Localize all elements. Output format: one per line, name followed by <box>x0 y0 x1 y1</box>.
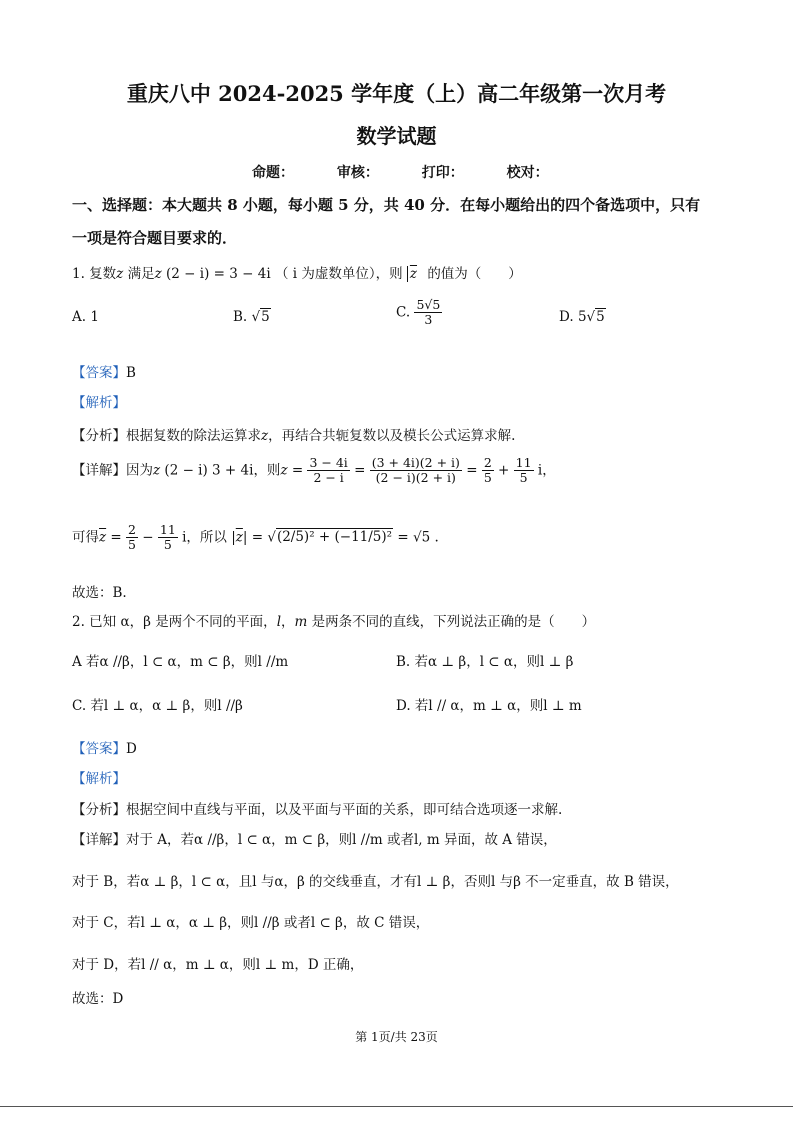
answer-tag: 【答案】 <box>72 741 126 757</box>
detail-text: i， <box>537 462 556 479</box>
q1-option-b-value: 5 <box>261 309 270 325</box>
detail-text: ，则 <box>253 462 281 479</box>
fraction-denominator: 5 <box>483 470 492 486</box>
staff-item: 审核： <box>336 165 379 181</box>
q1-option-d-coef: 5 <box>577 309 587 325</box>
detail-text: 对于 A，若α //β，l ⊂ α，m ⊂ β，则l //m 或者l, m 异面，故 A 错误， <box>126 832 557 848</box>
fraction-numerator: 11 <box>515 455 532 470</box>
q1-stem-text: 1. 复数 <box>72 266 117 282</box>
q2-stem-text: 2. 已知 <box>72 614 117 630</box>
q1-detail: 【详解】因为z (2 − i) 3 + 4i，则z = $\frac{3 - 4i}{2 - i}$ = $\frac{(3 + 4i)(2 + i)}{(2 - i)(2 + i)}$ = $\frac{2}{5}$ + $\frac{11}{5}$ i， <box>72 455 556 486</box>
fraction <box>158 523 178 553</box>
fraction <box>482 456 494 486</box>
kede-text: 可得 <box>72 529 99 546</box>
q1-option-c <box>396 298 442 328</box>
detail-tag: 【详解】 <box>72 832 126 848</box>
staff-line <box>252 162 587 182</box>
fenxi-tag: 【分析】 <box>72 802 126 818</box>
q1-option-c-fraction <box>414 298 442 328</box>
page-subtitle: 数学试题 <box>356 124 437 148</box>
q2-detail <box>72 828 557 848</box>
answer-value: D <box>126 741 137 757</box>
q2-option-b: B. 若α ⊥ β，l ⊂ α，则l ⊥ β <box>396 654 574 670</box>
fenxi-tag: 【分析】 <box>72 428 126 444</box>
q1-stem-text: 的值为（ ） <box>427 266 522 282</box>
section-heading-line2: 一项是符合题目要求的． <box>72 229 238 247</box>
q2-choice: 故选：D <box>72 991 124 1007</box>
staff-item: 校对： <box>506 165 549 181</box>
q2-stem-text: 是两个不同的平面， <box>155 614 277 630</box>
q1-option-d: D. 5√5 <box>559 309 605 325</box>
detail-text: 因为 <box>126 462 153 479</box>
fenxi-text: ，再结合共轭复数以及模长公式运算求解. <box>268 428 516 444</box>
q1-option-d-value: 5 <box>596 309 605 325</box>
q2-option-c: C. 若l ⊥ α，α ⊥ β，则l //β <box>72 698 243 714</box>
answer-tag: 【答案】 <box>72 365 126 381</box>
page-title: 重庆八中 2024-2025 学年度（上）高二年级第一次月考 <box>126 81 667 106</box>
fraction-denominator: 3 <box>424 312 433 328</box>
q1-stem-text: 满足 <box>127 266 155 282</box>
fraction-numerator: 2 <box>128 522 136 537</box>
fraction-denominator: 5 <box>163 537 172 553</box>
fraction-denominator: 5 <box>128 537 136 553</box>
section-heading-line1: 一、选择题：本大题共 8 小题，每小题 5 分，共 40 分．在每小题给出的四个备选项中，只有 <box>72 196 701 214</box>
page-bottom-divider <box>0 1106 793 1107</box>
fraction-denominator: 2 − i <box>313 470 344 486</box>
q1-option-a: A. 1 <box>72 309 99 325</box>
q1-fenxi: 【分析】根据复数的除法运算求z，再结合共轭复数以及模长公式运算求解. <box>72 428 516 444</box>
fenxi-text: 根据复数的除法运算求 <box>126 428 261 444</box>
detail-equation: (2 − i) 3 + 4i <box>164 462 254 479</box>
q2-stem-text: 是两条不同的直线，下列说法正确的是（ ） <box>311 614 596 630</box>
kede-text: i，所以 <box>182 529 227 546</box>
q2-analysis-tag: 【解析】 <box>72 771 126 787</box>
q1-option-b-label: B. <box>233 309 248 325</box>
q1-equation: (2 − i) = 3 − 4i <box>166 266 271 282</box>
detail-tag: 【详解】 <box>72 462 126 479</box>
fraction-denominator: 5 <box>519 470 528 486</box>
q1-stem: 1. 复数z 满足z (2 − i) = 3 − 4i （ i 为虚数单位），则 $\overline{z}$ 的值为（ ） <box>72 266 522 282</box>
q1-option-c-label: C. <box>396 304 411 321</box>
modulus-result: = √5 . <box>397 529 439 546</box>
fraction-numerator: 3 − 4i <box>309 455 348 470</box>
q1-choice: 故选：B. <box>72 585 127 601</box>
q1-option-d-label: D. <box>559 309 574 325</box>
q1-option-b: B. √5 <box>233 309 270 325</box>
fraction <box>126 523 138 553</box>
q1-analysis-tag: 【解析】 <box>72 395 126 411</box>
fraction-numerator: 5√5 <box>416 297 441 312</box>
modulus-expression: (2/5)² + (−11/5)² <box>276 529 393 546</box>
q2-detail-b: 对于 B，若α ⊥ β，l ⊂ α，且l 与α，β 的交线垂直，才有l ⊥ β，否则l 与β 不一定垂直，故 B 错误， <box>72 874 679 890</box>
q1-answer <box>72 361 136 381</box>
fraction <box>514 456 534 486</box>
q2-stem: 2. 已知 α，β 是两个不同的平面，l，m 是两条不同的直线，下列说法正确的是（ ） <box>72 614 596 630</box>
page-footer: 第 1页/共 23页 <box>355 1030 438 1044</box>
fraction-numerator: 2 <box>483 455 492 470</box>
staff-item: 打印： <box>421 165 464 181</box>
answer-value: B <box>126 365 136 381</box>
fenxi-text: 根据空间中直线与平面，以及平面与平面的关系，即可结合选项逐一求解. <box>126 802 563 818</box>
fraction-numerator: (3 + 4i)(2 + i) <box>371 455 460 470</box>
q1-kede: 可得$\overline{z}$ = $\frac{2}{5}$ − $\frac{11}{5}$ i，所以 $|\overline{z}| = √(2/5)^2 + (-11/5)^2 = √5$ . <box>72 522 439 553</box>
fraction-denominator: (2 − i)(2 + i) <box>375 470 456 486</box>
fraction <box>370 456 462 486</box>
q2-fenxi <box>72 798 562 818</box>
fraction <box>307 456 349 486</box>
q2-answer <box>72 737 137 757</box>
q2-detail-c: 对于 C，若l ⊥ α，α ⊥ β，则l //β 或者l ⊂ β，故 C 错误， <box>72 915 430 931</box>
q2-detail-d: 对于 D，若l // α，m ⊥ α，则l ⊥ m，D 正确， <box>72 957 364 973</box>
fraction-numerator: 11 <box>159 522 176 537</box>
q1-stem-text: （ i 为虚数单位），则 <box>274 266 403 282</box>
q2-option-a: A 若α //β，l ⊂ α，m ⊂ β，则l //m <box>72 654 289 670</box>
staff-item: 命题： <box>252 165 294 181</box>
q2-option-d: D. 若l // α，m ⊥ α，则l ⊥ m <box>396 698 582 714</box>
